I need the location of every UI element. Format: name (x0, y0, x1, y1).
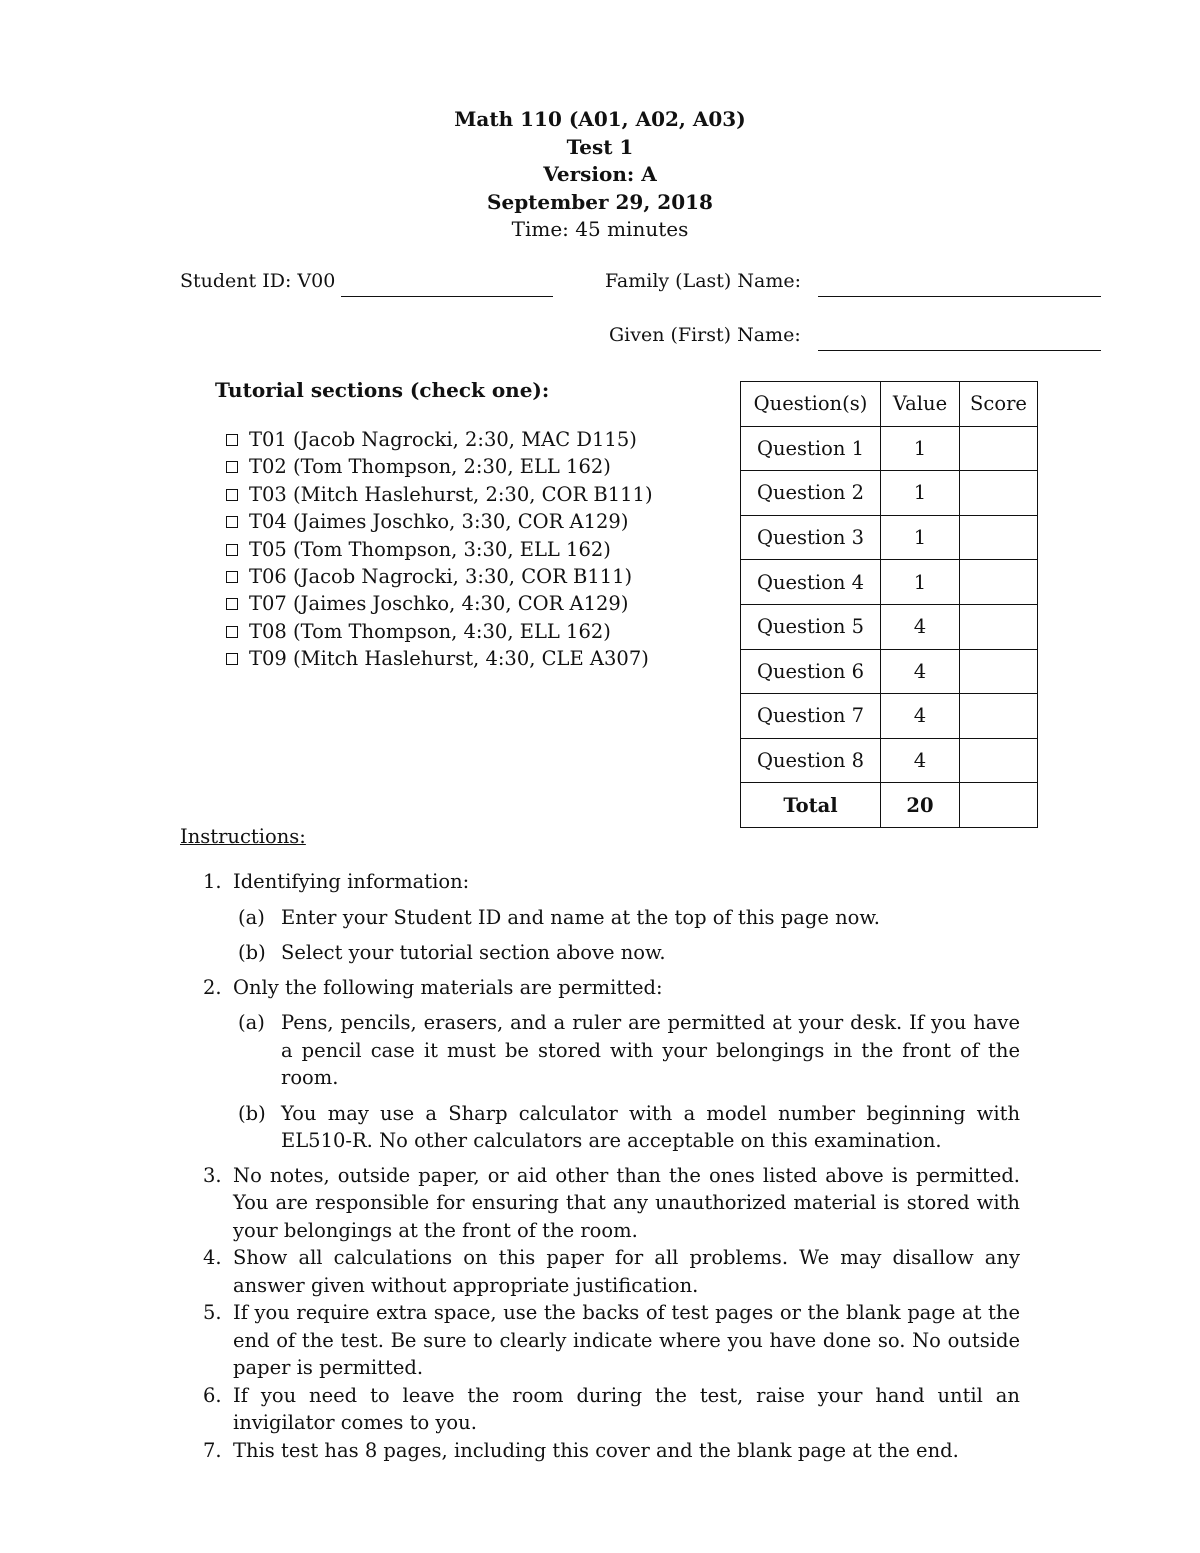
table-row (741, 649, 1038, 694)
test-title: Test 1 (566, 134, 634, 159)
score-cell (960, 560, 1038, 605)
checkbox[interactable] (226, 434, 238, 446)
tutorial-option-label: T07 (Jaimes Joschko, 4:30, COR A129) (249, 592, 629, 616)
instruction-item (180, 1244, 1040, 1299)
column-header: Score (960, 382, 1038, 427)
score-cell (960, 694, 1038, 739)
table-row (741, 471, 1038, 516)
value-cell: 4 (881, 649, 960, 694)
instruction-text: Only the following materials are permitted: (233, 975, 663, 999)
column-header: Value (881, 382, 960, 427)
instruction-number: 5. (203, 1301, 222, 1324)
question-cell: Question 2 (741, 471, 881, 516)
value-cell: 4 (881, 738, 960, 783)
tutorial-option[interactable] (226, 536, 653, 563)
student-id-label: Student ID: V00 (180, 270, 336, 292)
subitem-label: (b) (238, 1101, 266, 1125)
tutorial-option[interactable] (226, 645, 653, 672)
table-header-row (741, 382, 1038, 427)
instruction-item (180, 1437, 1040, 1465)
course-title: Math 110 (A01, A02, A03) (454, 107, 746, 131)
instruction-number: 4. (203, 1246, 222, 1269)
instruction-number: 1. (203, 870, 222, 893)
question-cell: Question 6 (741, 649, 881, 694)
subitem-label: (b) (238, 941, 266, 964)
tutorial-option-label: T04 (Jaimes Joschko, 3:30, COR A129) (249, 510, 629, 534)
value-cell: 1 (881, 426, 960, 471)
checkbox[interactable] (226, 544, 238, 556)
instruction-subitem (180, 1100, 1040, 1155)
subitem-label: (a) (238, 1011, 265, 1034)
tutorial-option[interactable] (226, 453, 653, 480)
version-label: Version: A (543, 162, 657, 186)
exam-header (0, 106, 1200, 244)
tutorial-option-label: T03 (Mitch Haslehurst, 2:30, COR B111) (249, 482, 653, 506)
exam-time: Time: 45 minutes (511, 217, 689, 241)
checkbox[interactable] (226, 489, 238, 501)
instruction-number: 3. (203, 1163, 222, 1187)
instruction-subitem (180, 1009, 1040, 1092)
score-cell (960, 426, 1038, 471)
instruction-number: 7. (203, 1438, 222, 1462)
question-cell: Question 5 (741, 604, 881, 649)
table-row (741, 515, 1038, 560)
instruction-text: Identifying information: (233, 870, 470, 893)
given-name-field[interactable] (818, 350, 1101, 351)
family-name-label: Family (Last) Name: (605, 270, 801, 292)
value-cell: 1 (881, 560, 960, 605)
checkbox[interactable] (226, 461, 238, 473)
tutorial-option[interactable] (226, 426, 653, 453)
question-cell: Question 7 (741, 694, 881, 739)
instruction-text: If you require extra space, use the backs of test pages or the blank page at the end of the test. Be sure to clearly indicate where you have done so. No outside paper is permitted. (233, 1301, 1020, 1379)
instruction-item (180, 1382, 1040, 1437)
tutorial-option-label: T01 (Jacob Nagrocki, 2:30, MAC D115) (249, 428, 637, 451)
value-cell: 1 (881, 515, 960, 560)
column-header: Question(s) (741, 382, 881, 427)
tutorial-option[interactable] (226, 590, 653, 617)
tutorial-option-label: T02 (Tom Thompson, 2:30, ELL 162) (249, 455, 611, 479)
family-name-field[interactable] (818, 296, 1101, 297)
instructions-heading: Instructions: (180, 825, 306, 848)
total-row (741, 783, 1038, 828)
tutorial-option[interactable] (226, 563, 653, 590)
tutorial-option-label: T05 (Tom Thompson, 3:30, ELL 162) (249, 537, 611, 561)
question-cell: Question 3 (741, 515, 881, 560)
instruction-item (180, 1162, 1040, 1245)
tutorial-option-label: T09 (Mitch Haslehurst, 4:30, CLE A307) (249, 647, 649, 671)
subitem-text: You may use a Sharp calculator with a model number beginning with EL510-R. No other calculators are acceptable on this examination. (281, 1101, 1020, 1152)
subitem-label: (a) (238, 905, 265, 929)
checkbox[interactable] (226, 626, 238, 638)
value-cell: 4 (881, 604, 960, 649)
value-cell: 1 (881, 471, 960, 516)
tutorial-option-label: T08 (Tom Thompson, 4:30, ELL 162) (249, 619, 611, 643)
checkbox[interactable] (226, 571, 238, 583)
instruction-item (180, 1299, 1040, 1382)
subitem-text: Enter your Student ID and name at the top of this page now. (281, 905, 880, 929)
score-cell (960, 604, 1038, 649)
table-row (741, 604, 1038, 649)
score-table (740, 381, 1038, 828)
question-cell: Question 8 (741, 738, 881, 783)
instruction-item (180, 974, 1040, 1002)
total-score-cell (960, 783, 1038, 828)
table-row (741, 560, 1038, 605)
score-cell (960, 471, 1038, 516)
tutorial-option-label: T06 (Jacob Nagrocki, 3:30, COR B111) (249, 564, 633, 588)
tutorial-option[interactable] (226, 481, 653, 508)
table-row (741, 694, 1038, 739)
tutorial-option[interactable] (226, 508, 653, 535)
tutorial-option[interactable] (226, 618, 653, 645)
subitem-text: Pens, pencils, erasers, and a ruler are permitted at your desk. If you have a pencil case it must be stored with your belongings in the front of the room. (281, 1011, 1020, 1089)
instruction-text: Show all calculations on this paper for all problems. We may disallow any answer given without appropriate justification. (233, 1246, 1020, 1297)
total-label: Total (741, 783, 881, 828)
checkbox[interactable] (226, 516, 238, 528)
instructions-list (180, 868, 1040, 1464)
instruction-text: No notes, outside paper, or aid other than the ones listed above is permitted. You are responsible for ensuring that any unauthorized material is stored with your belongings at the front of the room. (233, 1163, 1020, 1242)
table-row (741, 738, 1038, 783)
instruction-item (180, 868, 1040, 896)
checkbox[interactable] (226, 653, 238, 665)
score-cell (960, 649, 1038, 694)
instruction-text: If you need to leave the room during the test, raise your hand until an invigilator comes to you. (233, 1383, 1020, 1434)
total-value: 20 (881, 783, 960, 828)
tutorial-heading: Tutorial sections (check one): (215, 378, 550, 402)
instruction-number: 6. (203, 1383, 222, 1407)
instruction-text: This test has 8 pages, including this cover and the blank page at the end. (233, 1438, 959, 1462)
instruction-number: 2. (203, 975, 222, 999)
question-cell: Question 4 (741, 560, 881, 605)
tutorial-section-list (226, 426, 653, 673)
exam-date: September 29, 2018 (487, 189, 713, 214)
question-cell: Question 1 (741, 426, 881, 471)
instruction-subitem (180, 939, 1040, 967)
checkbox[interactable] (226, 598, 238, 610)
subitem-text: Select your tutorial section above now. (281, 941, 666, 964)
instruction-subitem (180, 904, 1040, 932)
student-id-field[interactable] (341, 296, 553, 297)
given-name-label: Given (First) Name: (609, 324, 801, 346)
value-cell: 4 (881, 694, 960, 739)
table-row (741, 426, 1038, 471)
score-cell (960, 738, 1038, 783)
score-cell (960, 515, 1038, 560)
